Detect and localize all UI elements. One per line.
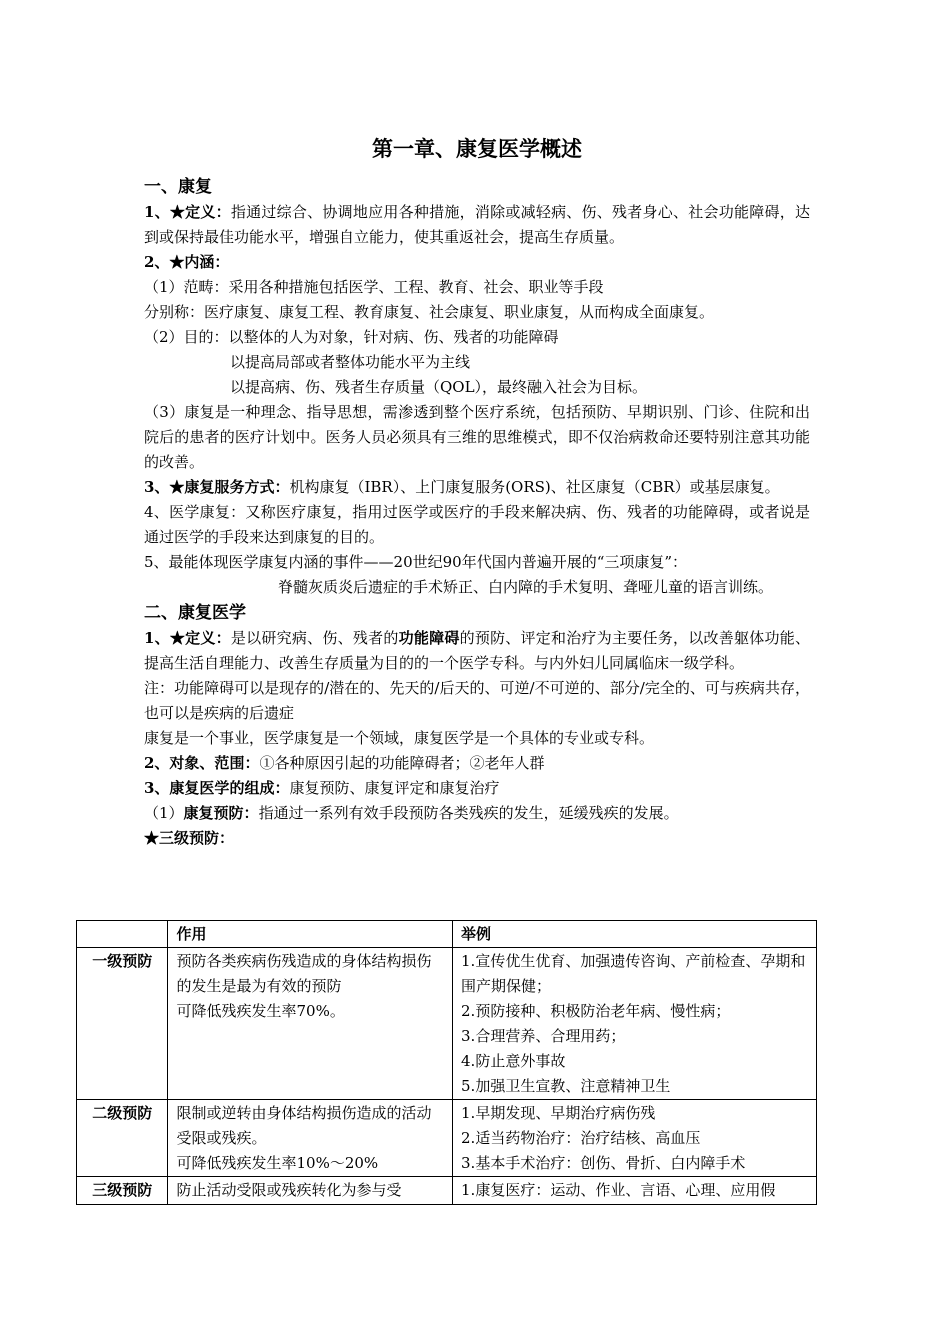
service-paragraph (144, 475, 810, 500)
composition-text: 康复预防、康复评定和康复治疗 (289, 779, 500, 797)
level-cell: 一级预防 (77, 948, 168, 1100)
level-cell: 三级预防 (77, 1177, 168, 1205)
definition-text: 指通过综合、协调地应用各种措施，消除或减轻病、伤、残者身心、社会功能障碍，达到或保持最佳功能水平，增强自立能力，使其重返社会，提高生存质量。 (144, 203, 810, 246)
table-row (77, 1177, 817, 1205)
section-heading-rehab: 一、康复 (144, 177, 212, 197)
table-header-row (77, 921, 817, 948)
prevention-paragraph (144, 801, 810, 826)
goal-line-2: 以提高局部或者整体功能水平为主线 (230, 353, 471, 371)
note-paragraph: 注：功能障碍可以是现存的/潜在的、先天的/后天的、可逆/不可逆的、部分/完全的、可与疾病共存，也可以是疾病的后遗症 (144, 679, 810, 722)
definition-label-2: 1、★定义： (144, 629, 231, 647)
composition-paragraph (144, 776, 810, 801)
chapter-title: 第一章、康复医学概述 (372, 136, 582, 161)
example-line: 2.适当药物治疗：治疗结核、高血压 (461, 1129, 701, 1147)
prevention-text: 指通过一系列有效手段预防各类残疾的发生，延缓残疾的发展。 (258, 804, 679, 822)
composition-label: 3、康复医学的组成： (144, 779, 290, 797)
header-cell-effect: 作用 (168, 921, 453, 948)
example-line: 5.加强卫生宣教、注意精神卫生 (461, 1077, 671, 1095)
medical-rehab-paragraph: 4、医学康复：又称医疗康复，指用过医学或医疗的手段来解决病、伤、残者的功能障碍，或者说是通过医学的手段来达到康复的目的。 (144, 503, 810, 546)
examples-cell (453, 948, 817, 1100)
effect-cell (168, 1177, 453, 1205)
goal-line-3: 以提高病、伤、残者生存质量（QOL），最终融入社会为目标。 (230, 378, 648, 396)
effect-line: 限制或逆转由身体结构损伤造成的活动受限或残疾。 (176, 1104, 432, 1147)
service-text: 机构康复（IBR）、上门康复服务(ORS)、社区康复（CBR）或基层康复。 (289, 478, 780, 496)
document-body (144, 134, 810, 851)
example-line: 3.基本手术治疗：创伤、骨折、白内障手术 (461, 1154, 746, 1172)
career-paragraph: 康复是一个事业，医学康复是一个领域，康复医学是一个具体的专业或专科。 (144, 729, 655, 747)
examples-cell (453, 1100, 817, 1177)
level-cell: 二级预防 (77, 1100, 168, 1177)
event-paragraph: 5、最能体现医学康复内涵的事件——20世纪90年代国内普遍开展的“三项康复”： (144, 553, 688, 571)
effect-cell (168, 948, 453, 1100)
example-line: 1.早期发现、早期治疗病伤残 (461, 1104, 656, 1122)
example-line: 2.预防接种、积极防治老年病、慢性病； (461, 1002, 731, 1020)
example-line: 3.合理营养、合理用药； (461, 1027, 626, 1045)
rehab-definition (144, 200, 810, 250)
concept-paragraph: （3）康复是一种理念、指导思想，需渗透到整个医疗系统，包括预防、早期识别、门诊、住院和出院后的患者的医疗计划中。医务人员必须具有三维的思维模式，即不仅治病救命还要特别注意其功能的改善。 (144, 403, 810, 471)
scope-names-line: 分别称：医疗康复、康复工程、教育康复、社会康复、职业康复，从而构成全面康复。 (144, 303, 715, 321)
effect-line: 可降低残疾发生率70%。 (176, 1002, 345, 1020)
prevention-prefix: （1） (144, 804, 184, 822)
effect-cell (168, 1100, 453, 1177)
example-line: 1.宣传优生优育、加强遗传咨询、产前检查、孕期和围产期保健； (461, 952, 806, 995)
prevention-table (76, 920, 817, 1205)
three-level-label: ★三级预防： (144, 829, 235, 847)
definition-bold-term: 功能障碍 (398, 629, 460, 647)
target-label: 2、对象、范围： (144, 754, 260, 772)
example-line: 4.防止意外事故 (461, 1052, 566, 1070)
rehab-medicine-definition (144, 626, 810, 676)
prevention-label: 康复预防： (183, 804, 259, 822)
effect-line: 预防各类疾病伤残造成的身体结构损伤的发生是最为有效的预防 (176, 952, 432, 995)
header-cell-examples: 举例 (453, 921, 817, 948)
section-heading-rehab-medicine: 二、康复医学 (144, 603, 246, 623)
connotation-label: 2、★内涵： (144, 253, 230, 271)
definition-text-a: 是以研究病、伤、残者的 (230, 629, 399, 647)
target-text: ①各种原因引起的功能障碍者；②老年人群 (259, 754, 545, 772)
table-row (77, 948, 817, 1100)
example-line: 1.康复医疗：运动、作业、言语、心理、应用假 (461, 1181, 776, 1199)
effect-line: 防止活动受限或残疾转化为参与受 (176, 1181, 402, 1199)
service-label: 3、★康复服务方式： (144, 478, 290, 496)
effect-line: 可降低残疾发生率10%～20% (176, 1154, 379, 1172)
examples-cell (453, 1177, 817, 1205)
goal-line-1: （2）目的：以整体的人为对象，针对病、伤、残者的功能障碍 (144, 328, 559, 346)
event-detail-paragraph: 脊髓灰质炎后遗症的手术矫正、白内障的手术复明、聋哑儿童的语言训练。 (278, 578, 774, 596)
definition-text-b: 的预防、评定和治疗为主要任务，以改善躯体功能、提高生活自理能力、改善生存质量为目的的一个医学专科。与内外妇儿同属临床一级学科。 (144, 629, 810, 672)
definition-label: 1、★定义： (144, 203, 231, 221)
target-paragraph (144, 751, 810, 776)
header-cell-empty (77, 921, 168, 948)
scope-line: （1）范畴：采用各种措施包括医学、工程、教育、社会、职业等手段 (144, 278, 604, 296)
table-row (77, 1100, 817, 1177)
